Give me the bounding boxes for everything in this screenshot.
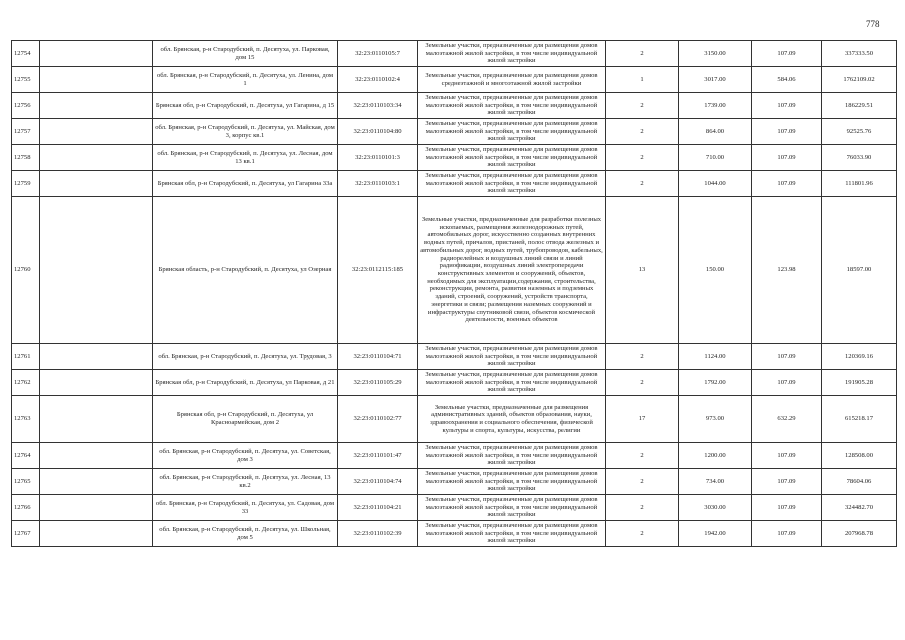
cell-group: 2 [606,93,679,119]
cell-cadastral-number: 32:23:0110105:7 [338,41,418,67]
cell-permitted-use: Земельные участки, предназначенные для размещения домов малоэтажной жилой застройки, в том числе индивидуальной жилой застройки [418,171,606,197]
cell-spacer [40,521,153,547]
cell-id: 12767 [12,521,40,547]
cell-permitted-use: Земельные участки, предназначенные для размещения административных зданий, объектов образования, науки, здравоохранения и социального обеспечения, физической культуры и спорта, культуры, искусства, религии [418,396,606,443]
cell-group: 2 [606,344,679,370]
cell-cadastral-value: 120369.16 [822,344,897,370]
cell-address: обл. Брянская, р-н Стародубский, п. Десятуха, ул. Садовая, дом 33 [153,495,338,521]
cell-spacer [40,171,153,197]
cell-group: 1 [606,67,679,93]
cell-specific-value: 107.09 [752,469,822,495]
cell-cadastral-value: 191905.28 [822,370,897,396]
cell-group: 2 [606,41,679,67]
cell-address: Брянская обл, р-н Стародубский, п. Десятуха, ул Парковая, д 21 [153,370,338,396]
cell-spacer [40,370,153,396]
cell-id: 12763 [12,396,40,443]
cell-cadastral-value: 324482.70 [822,495,897,521]
cell-group: 2 [606,443,679,469]
cell-cadastral-number: 32:23:0110102:39 [338,521,418,547]
cell-id: 12766 [12,495,40,521]
cell-id: 12760 [12,197,40,344]
cell-area: 734.00 [679,469,752,495]
cell-address: обл. Брянская, р-н Стародубский, п. Десятуха, ул. Лесная, 13 кв.2 [153,469,338,495]
cell-cadastral-number: 32:23:0110104:74 [338,469,418,495]
cell-address: обл. Брянская, р-н Стародубский, п. Десятуха, ул. Советская, дом 3 [153,443,338,469]
cell-specific-value: 123.98 [752,197,822,344]
cell-area: 3017.00 [679,67,752,93]
cell-spacer [40,119,153,145]
cell-spacer [40,67,153,93]
cell-area: 864.00 [679,119,752,145]
cell-cadastral-value: 76033.90 [822,145,897,171]
cell-address: Брянская обл, р-н Стародубский, п. Десятуха, ул Красноармейская, дом 2 [153,396,338,443]
table-row [12,495,897,521]
cell-group: 2 [606,469,679,495]
cell-id: 12754 [12,41,40,67]
cell-permitted-use: Земельные участки, предназначенные для размещения домов малоэтажной жилой застройки, в том числе индивидуальной жилой застройки [418,344,606,370]
cell-area: 3030.00 [679,495,752,521]
cell-permitted-use: Земельные участки, предназначенные для размещения домов малоэтажной жилой застройки, в том числе индивидуальной жилой застройки [418,370,606,396]
cell-cadastral-value: 18597.00 [822,197,897,344]
cell-group: 13 [606,197,679,344]
cell-id: 12757 [12,119,40,145]
cell-cadastral-value: 92525.76 [822,119,897,145]
cell-cadastral-number: 32:23:0110102:4 [338,67,418,93]
cell-cadastral-number: 32:23:0110104:21 [338,495,418,521]
cell-cadastral-number: 32:23:0110103:34 [338,93,418,119]
cell-group: 2 [606,521,679,547]
cell-specific-value: 632.29 [752,396,822,443]
cell-address: обл. Брянская, р-н Стародубский, п. Десятуха, ул. Лесная, дом 13 кв.1 [153,145,338,171]
cell-specific-value: 107.09 [752,521,822,547]
cell-cadastral-number: 32:23:0110102:77 [338,396,418,443]
cell-id: 12755 [12,67,40,93]
cell-group: 2 [606,119,679,145]
cell-cadastral-value: 78604.06 [822,469,897,495]
table-row [12,93,897,119]
cell-spacer [40,396,153,443]
cell-spacer [40,443,153,469]
cell-group: 17 [606,396,679,443]
cell-spacer [40,145,153,171]
table-row [12,171,897,197]
cell-cadastral-number: 32:23:0110103:1 [338,171,418,197]
table-row [12,145,897,171]
cell-group: 2 [606,370,679,396]
cell-specific-value: 107.09 [752,119,822,145]
cell-address: Брянская обл, р-н Стародубский, п. Десятуха, ул Гагарина 33а [153,171,338,197]
cell-cadastral-number: 32:23:0110105:29 [338,370,418,396]
cell-cadastral-value: 207968.78 [822,521,897,547]
cell-area: 3150.00 [679,41,752,67]
table-row [12,41,897,67]
land-registry-table [11,40,897,547]
table-row [12,344,897,370]
cell-area: 1200.00 [679,443,752,469]
cell-cadastral-number: 32:23:0110101:47 [338,443,418,469]
cell-cadastral-value: 186229.51 [822,93,897,119]
cell-permitted-use: Земельные участки, предназначенные для размещения домов малоэтажной жилой застройки, в том числе индивидуальной жилой застройки [418,119,606,145]
cell-address: обл. Брянская, р-н Стародубский, п. Десятуха, ул. Майская, дом 3, корпус кв.1 [153,119,338,145]
page-number: 778 [866,19,880,29]
cell-specific-value: 107.09 [752,370,822,396]
cell-area: 1124.00 [679,344,752,370]
cell-cadastral-number: 32:23:0110104:80 [338,119,418,145]
cell-area: 1942.00 [679,521,752,547]
cell-area: 150.00 [679,197,752,344]
cell-cadastral-value: 1762109.02 [822,67,897,93]
cell-permitted-use: Земельные участки, предназначенные для размещения домов малоэтажной жилой застройки, в том числе индивидуальной жилой застройки [418,521,606,547]
cell-permitted-use: Земельные участки, предназначенные для размещения домов малоэтажной жилой застройки, в том числе индивидуальной жилой застройки [418,93,606,119]
cell-cadastral-value: 337333.50 [822,41,897,67]
cell-permitted-use: Земельные участки, предназначенные для размещения домов среднеэтажной и многоэтажной жилой застройки [418,67,606,93]
cell-spacer [40,469,153,495]
cell-specific-value: 107.09 [752,93,822,119]
table-row [12,119,897,145]
cell-area: 1792.00 [679,370,752,396]
cell-permitted-use: Земельные участки, предназначенные для размещения домов малоэтажной жилой застройки, в том числе индивидуальной жилой застройки [418,41,606,67]
cell-specific-value: 107.09 [752,443,822,469]
cell-area: 1044.00 [679,171,752,197]
cell-cadastral-number: 32:23:0110104:71 [338,344,418,370]
table-row [12,469,897,495]
cell-spacer [40,344,153,370]
table-row [12,370,897,396]
cell-specific-value: 107.09 [752,344,822,370]
cell-group: 2 [606,171,679,197]
table-row [12,197,897,344]
cell-id: 12761 [12,344,40,370]
cell-area: 710.00 [679,145,752,171]
cell-id: 12756 [12,93,40,119]
cell-address: обл. Брянская, р-н Стародубский, п. Десятуха, ул. Парковая, дом 15 [153,41,338,67]
cell-specific-value: 107.09 [752,145,822,171]
cell-specific-value: 107.09 [752,495,822,521]
cell-permitted-use: Земельные участки, предназначенные для размещения домов малоэтажной жилой застройки, в том числе индивидуальной жилой застройки [418,443,606,469]
cell-spacer [40,41,153,67]
cell-cadastral-value: 111801.96 [822,171,897,197]
cell-address: обл. Брянская, р-н Стародубский, п. Десятуха, ул. Трудовая, 3 [153,344,338,370]
table-row [12,67,897,93]
cell-spacer [40,495,153,521]
cell-id: 12764 [12,443,40,469]
cell-specific-value: 107.09 [752,41,822,67]
cell-id: 12765 [12,469,40,495]
cell-specific-value: 584.06 [752,67,822,93]
cell-permitted-use: Земельные участки, предназначенные для разработки полезных ископаемых, размещения железнодорожных путей, автомобильных дорог, искусственно созданных внутренних водных путей, причалов, пристаней, полос отвода железных и автомобильных дорог, водных путей, трубопроводов, кабельных, радиорелейных и воздушных линий связи и линий радиофикации, воздушных линий электропередачи конструктивных элементов и сооружений, объектов, необходимых для эксплуатации,содержания, строительства, реконструкции, ремонта, развития наземных и подземных зданий, строений, сооружений, устройств транспорта, энергетики и связи; размещения наземных сооружений и инфраструктуры спутниковой связи, объектов космической деятельности, военных объектов [418,197,606,344]
cell-permitted-use: Земельные участки, предназначенные для размещения домов малоэтажной жилой застройки, в том числе индивидуальной жилой застройки [418,145,606,171]
cell-area: 973.00 [679,396,752,443]
cell-permitted-use: Земельные участки, предназначенные для размещения домов малоэтажной жилой застройки, в том числе индивидуальной жилой застройки [418,495,606,521]
cell-group: 2 [606,495,679,521]
cell-spacer [40,93,153,119]
cell-address: обл. Брянская, р-н Стародубский, п. Десятуха, ул. Ленина, дом 1 [153,67,338,93]
cell-cadastral-value: 128508.00 [822,443,897,469]
cell-id: 12762 [12,370,40,396]
cell-group: 2 [606,145,679,171]
cell-cadastral-number: 32:23:0110101:3 [338,145,418,171]
cell-spacer [40,197,153,344]
table-row [12,443,897,469]
table-row [12,521,897,547]
cell-address: Брянская область, р-н Стародубский, п. Десятуха, ул Озерная [153,197,338,344]
cell-permitted-use: Земельные участки, предназначенные для размещения домов малоэтажной жилой застройки, в том числе индивидуальной жилой застройки [418,469,606,495]
cell-cadastral-value: 615218.17 [822,396,897,443]
cell-area: 1739.00 [679,93,752,119]
table-row [12,396,897,443]
cell-specific-value: 107.09 [752,171,822,197]
cell-address: обл. Брянская, р-н Стародубский, п. Десятуха, ул. Школьная, дом 5 [153,521,338,547]
cell-cadastral-number: 32:23:0112115:185 [338,197,418,344]
cell-id: 12758 [12,145,40,171]
cell-id: 12759 [12,171,40,197]
cell-address: Брянская обл, р-н Стародубский, п. Десятуха, ул Гагарина, д 15 [153,93,338,119]
